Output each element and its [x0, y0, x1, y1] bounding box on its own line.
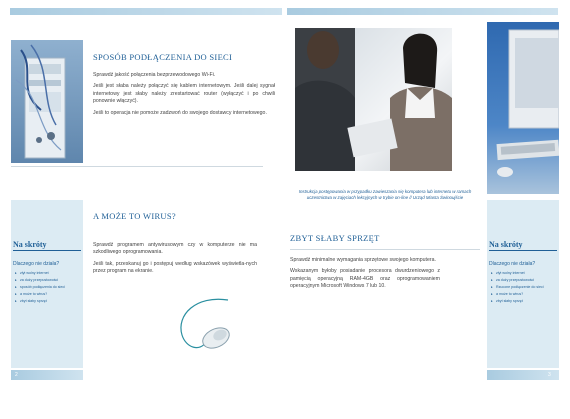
sidebar-item[interactable]: ▸ a może to wirus?	[15, 291, 79, 298]
monitor-keyboard-illustration	[487, 22, 559, 194]
section-title-virus: A MOŻE TO WIRUS?	[93, 211, 176, 221]
paragraph: Sprawdź jakość połączenia bezprzewodowego Wi-Fi.	[93, 72, 216, 78]
sidebar-list	[491, 270, 555, 305]
sidebar-subheading: Dlaczego nie działa?	[13, 261, 60, 267]
section-title-connection: SPOSÓB PODŁĄCZENIA DO SIECI	[93, 52, 233, 62]
computer-mouse-illustration	[176, 290, 256, 360]
sidebar-item[interactable]: ▸ sposób podłączenia do sieci	[15, 284, 79, 291]
sidebar-rule	[13, 250, 81, 251]
sidebar-item[interactable]: ▸ złyt wolny internet	[15, 270, 79, 277]
page-number-left: 2	[15, 372, 18, 378]
page-number-right: 3	[548, 372, 551, 378]
sidebar-item[interactable]: ▸ za duży przepustowości	[15, 277, 79, 284]
pc-tower-illustration	[11, 40, 83, 163]
section-title-hardware: ZBYT SŁABY SPRZĘT	[290, 233, 380, 243]
office-meeting-photo	[295, 28, 452, 171]
paragraph: Wskazanym byłoby posiadanie procesora dwurdzeniowego z pamięcią operacyjną RAM-4GB oraz oprogramowaniem operacyjnym Microsoft Windows 7 lub 10.	[290, 268, 440, 290]
sidebar-list	[15, 270, 79, 305]
sidebar-item[interactable]: ▸ złyt wolny internet	[491, 270, 555, 277]
photo-caption: Instrukcja postępowania w przypadku zawieszania się komputera lub internetu w ramach uczestnictwa w zajęciach lekcyjnych w trybie on-line // Urząd Miasta Świnoujście	[298, 189, 472, 200]
sidebar-item[interactable]: ▸ a może to wirus?	[491, 291, 555, 298]
sidebar-item[interactable]: ▸ za duży przepustowości	[491, 277, 555, 284]
divider	[11, 166, 263, 167]
sidebar-rule	[489, 250, 557, 251]
computer-monitor-photo	[487, 22, 559, 194]
sidebar-left	[11, 200, 83, 368]
divider	[290, 249, 480, 250]
top-band-right	[287, 8, 558, 15]
paragraph: Jeśli jest słaba należy połączyć się kablem internetowym. Jeśli dalej sygnał internetowy jest słaby należy zrestartować router (wyłączyć i po chwili ponownie włączyć).	[93, 83, 275, 105]
sidebar-subheading: Dlaczego nie działa?	[489, 261, 536, 267]
paragraph: Jeśli tak, przeskanuj go i postępuj według wskazówek wyświetla-nych przez program na ekranie.	[93, 260, 257, 275]
sidebar-heading: Na skróty	[489, 240, 523, 249]
bottom-band-left	[11, 370, 83, 380]
sidebar-item[interactable]: ▸ Rzucone podłączenie do sieci	[491, 284, 555, 291]
paragraph: Jeśli to operacja nie pomoże zadzwoń do swojego dostawcy internetowego.	[93, 109, 267, 116]
sidebar-item[interactable]: ▸ zbyt słaby sprzęt	[15, 298, 79, 305]
people-illustration	[295, 28, 452, 171]
sidebar-item[interactable]: ▸ zbyt słaby sprzęt	[491, 298, 555, 305]
section-body-connection	[93, 72, 275, 121]
paragraph: Sprawdź minimalne wymagania sprzętowe swojego komputera.	[290, 257, 436, 263]
sidebar-right	[487, 200, 559, 368]
section-body-hardware	[290, 257, 440, 295]
top-band-left	[10, 8, 282, 15]
paragraph: Sprawdź programem antywirusowym czy w komputerze nie ma szkodliwego oprogramowania.	[93, 242, 257, 256]
sidebar-heading: Na skróty	[13, 240, 47, 249]
computer-cables-photo	[11, 40, 83, 163]
section-body-virus	[93, 242, 257, 280]
